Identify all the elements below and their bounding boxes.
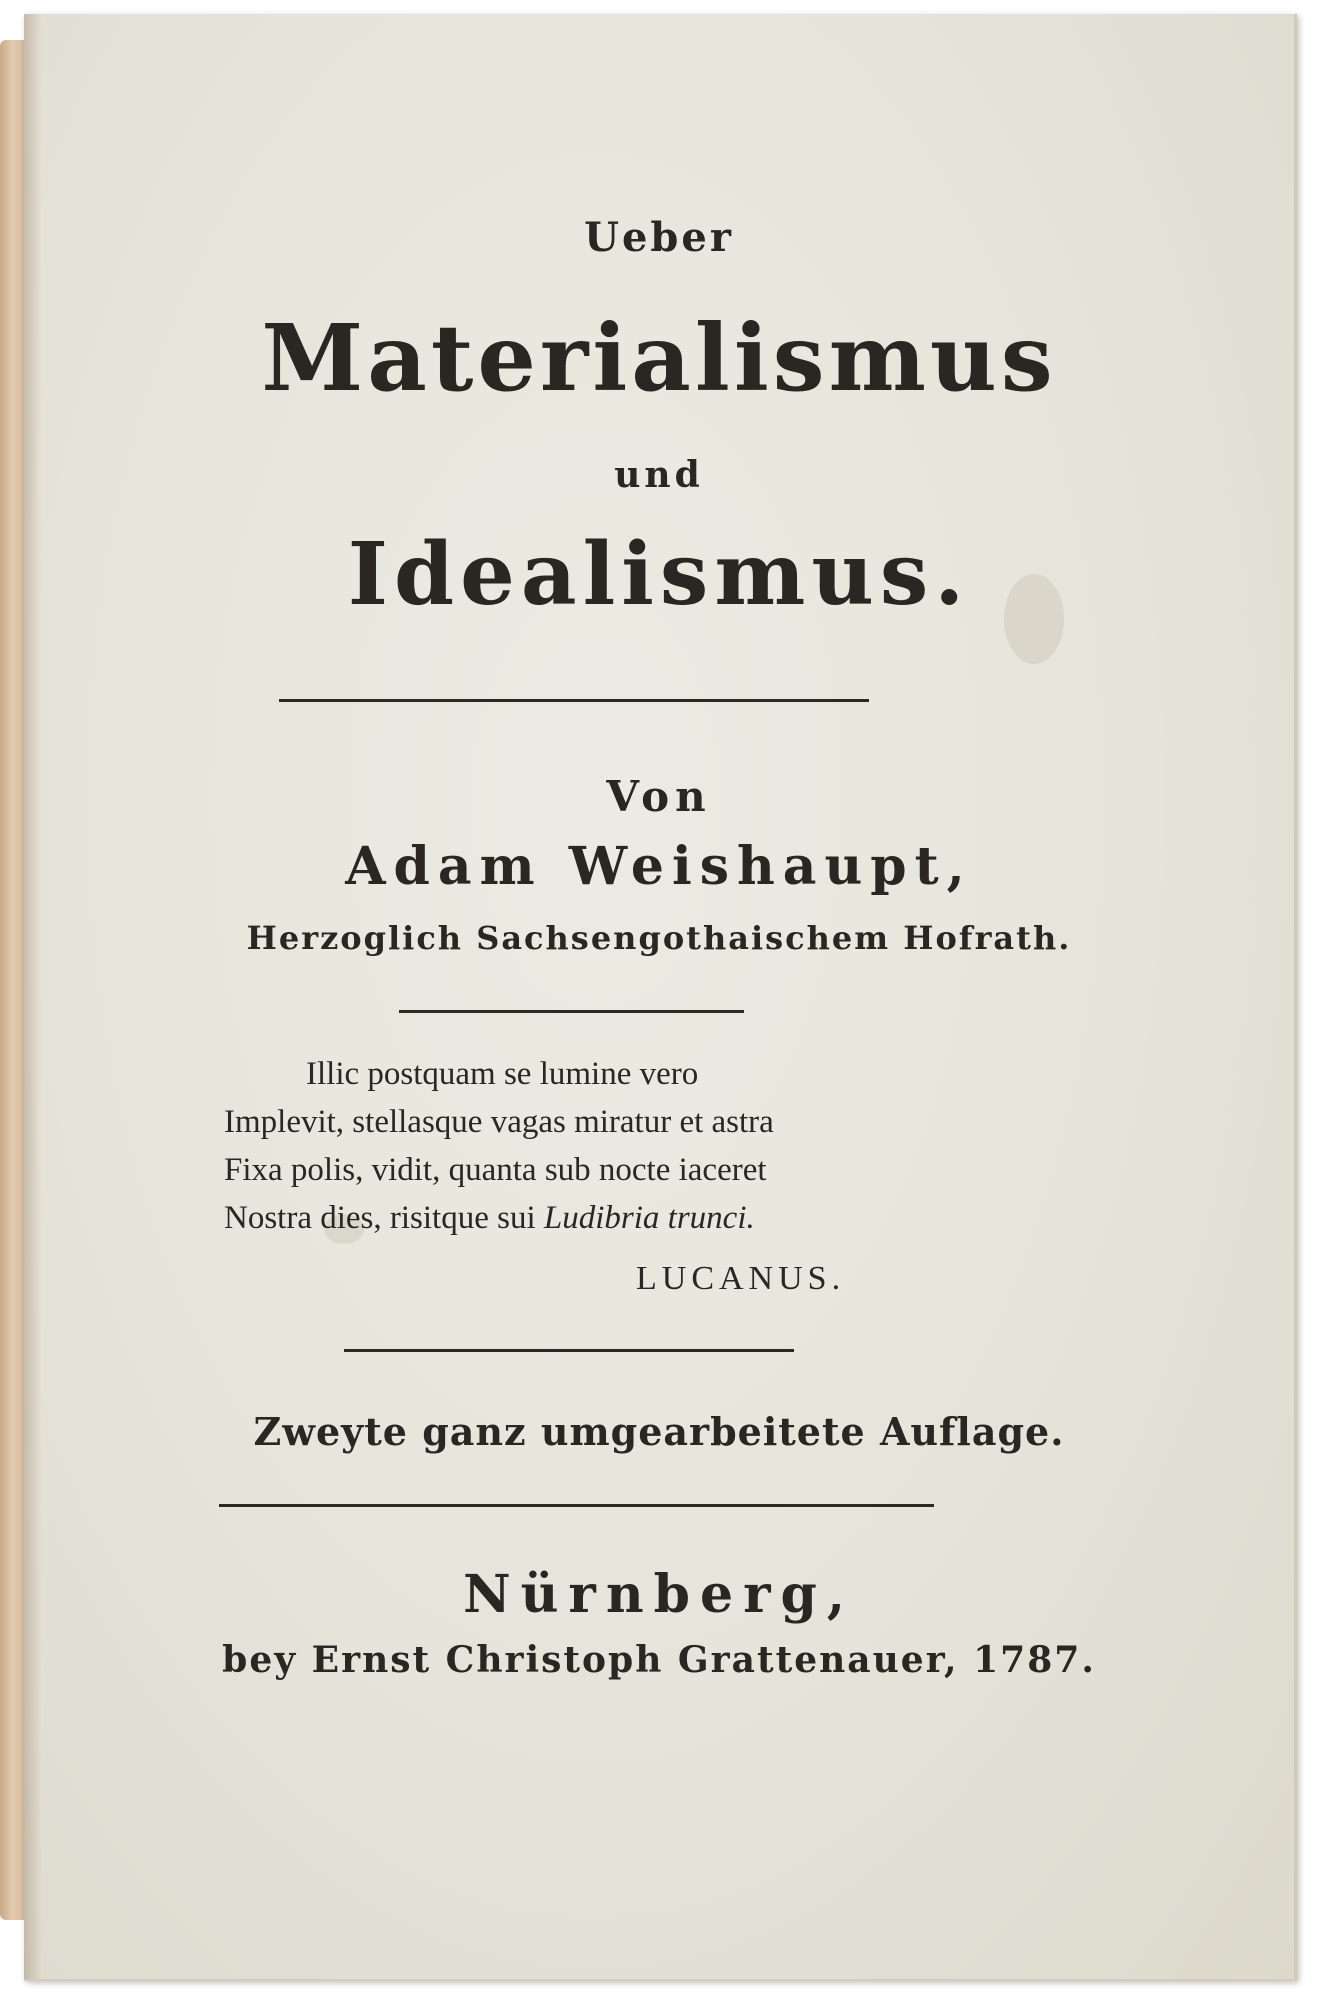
author-name: Adam Weishaupt, bbox=[345, 836, 973, 897]
title-main-idealismus: Idealismus. bbox=[347, 524, 971, 625]
motto-line: Fixa polis, vidit, quanta sub nocte iaceret bbox=[224, 1152, 767, 1188]
rule-divider bbox=[279, 699, 869, 702]
edition-statement: Zweyte ganz umgearbeitete Auflage. bbox=[253, 1409, 1065, 1454]
motto-line: Illic postquam se lumine vero bbox=[306, 1056, 699, 1092]
rule-divider bbox=[219, 1504, 934, 1507]
author-position: Herzoglich Sachsengothaischem Hofrath. bbox=[246, 919, 1072, 957]
author-by: Von bbox=[606, 772, 712, 821]
imprint-place: Nürnberg, bbox=[463, 1564, 855, 1625]
rule-divider bbox=[399, 1010, 744, 1013]
title-main-materialismus: Materialismus bbox=[261, 304, 1057, 412]
rule-divider bbox=[344, 1349, 794, 1352]
motto-line: Implevit, stellasque vagas miratur et astra bbox=[224, 1104, 774, 1140]
imprint-publisher: bey Ernst Christoph Grattenauer, 1787. bbox=[222, 1639, 1096, 1681]
title-prefix: Ueber bbox=[584, 214, 734, 261]
motto-line: Nostra dies, risitque sui Ludibria trunci. bbox=[224, 1200, 755, 1236]
title-conjunction: und bbox=[614, 454, 704, 496]
motto-verse bbox=[224, 1050, 964, 1242]
title-page bbox=[24, 14, 1297, 1981]
motto-attribution: LUCANUS. bbox=[636, 1260, 846, 1297]
